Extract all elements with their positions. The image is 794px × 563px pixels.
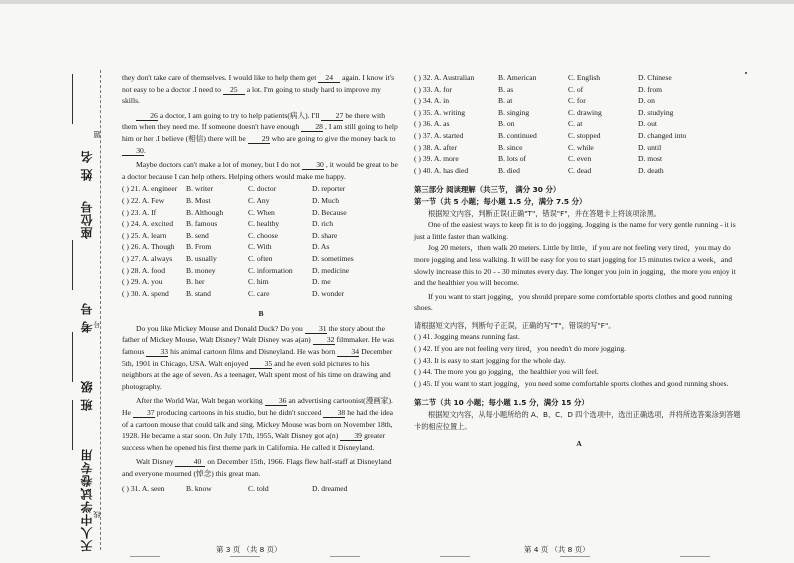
option-row-40: ( ) 40. A. has died B. died C. dead D. death xyxy=(414,165,664,175)
blank-31: 31 xyxy=(305,324,327,334)
option-row-38: ( ) 38. A. after B. since C. while D. until xyxy=(414,142,662,152)
class-blank[interactable] xyxy=(70,400,76,455)
blank-38: 38 xyxy=(323,408,345,418)
option-row-24: ( ) 24. A. excited B. famous C. healthy D. rich xyxy=(122,219,334,229)
blank-30b: 30 xyxy=(302,160,324,170)
passage-a-para-3: Maybe doctors can't make a lot of money, but I do not 30 , it would be great to be a doctor because I can help others. Helping others would make me happy. xyxy=(122,160,398,181)
bottom-rule-6 xyxy=(680,556,710,557)
page-3 xyxy=(122,72,400,494)
scan-speck xyxy=(745,72,747,74)
option-row-31: ( ) 31. A. seen B. know C. told D. dreamed xyxy=(122,483,348,493)
blank-26: 26 xyxy=(136,111,158,121)
option-row-30: ( ) 30. A. spend B. stand C. care D. wonder xyxy=(122,288,345,298)
option-row-34: ( ) 34. A. in B. at C. for D. on xyxy=(414,96,655,106)
option-row-33: ( ) 33. A. for B. as C. of D. from xyxy=(414,84,663,94)
passage-b-para-1: Do you like Mickey Mouse and Donald Duck? Do you 31 the story about the father of Mickey Mouse, Walt Disney? Walt Disney was a(an) 32 filmmaker. He was famous 33 his animal cartoon films and Disneyland. He was born 34 December 5th, 1901 in Chicago, USA. Walt enjoyed 35 and he even sold pictures to his neighbors at the age of seven. As a teenager, Walt spent most of his time on drawing and photography. xyxy=(122,323,395,391)
exam-no-label: 考 号 xyxy=(80,302,94,334)
name-blank[interactable] xyxy=(70,74,76,129)
bottom-rule-3 xyxy=(330,556,360,557)
blank-30a: 30 xyxy=(122,146,144,156)
option-row-21: ( ) 21. A. engineer B. writer C. doctor D. reporter xyxy=(122,184,346,194)
bottom-rule-5 xyxy=(560,556,590,557)
blank-36: 36 xyxy=(265,396,287,406)
binding-tick-2: 号 xyxy=(93,320,101,328)
seat-blank[interactable] xyxy=(70,240,76,295)
scan-edge xyxy=(0,0,794,4)
tf-45: ( ) 45. If you want to start jogging，you need some comfortable sports clothes and good running shoes. xyxy=(414,378,729,388)
option-row-26: ( ) 26. A. Though B. From C. With D. As xyxy=(122,242,330,252)
blank-29: 29 xyxy=(248,134,270,144)
options-21-30 xyxy=(122,183,400,299)
option-row-27: ( ) 27. A. always B. usually C. often D. sometimes xyxy=(122,253,354,263)
class-label: 班 级 xyxy=(80,380,94,412)
option-row-35: ( ) 35. A. writing B. singing C. drawing D. studying xyxy=(414,107,674,117)
name-label: 姓 名 xyxy=(80,150,94,182)
tf-43: ( ) 43. It is easy to start jogging for the whole day. xyxy=(414,355,566,365)
section-2-instructions: 根据短文内容，从每小题所给的 A、B、C、D 四个选项中，选出正确选项，并将所选答案涂到答题卡的相应位置上。 xyxy=(414,410,741,431)
passage-b-para-3: Walt Disney 40 on December 15th, 1966. Flags flew half-staff at Disneyland and everyone mourned (悼念) this great man. xyxy=(122,457,392,478)
blank-34: 34 xyxy=(337,347,359,357)
option-row-23: ( ) 23. A. If B. Although C. When D. Because xyxy=(122,207,347,217)
blank-25: 25 xyxy=(223,85,245,95)
option-row-29: ( ) 29. A. you B. her C. him D. me xyxy=(122,277,331,287)
blank-24: 24 xyxy=(318,73,340,83)
part-3-title: 第三部分 阅读理解（共三节， 满分 30 分） xyxy=(414,185,561,195)
option-row-25: ( ) 25. A. learn B. send C. choose D. share xyxy=(122,230,338,240)
passage-b-heading: B xyxy=(258,309,264,319)
option-row-32: ( ) 32. A. Australian B. American C. English D. Chinese xyxy=(414,73,672,82)
reading-para-2: Jog 20 meters，then walk 20 meters. Little by little，if you are not feeling very tired，you may do more jogging and less walking. It will be easy for you to start jogging for 15 minutes twice a week，and slowly increase this to 20 - - 30 minutes every day. The longer you join in jogging，the more you enjoy it and the healthier you will become. xyxy=(414,243,736,288)
binding-tick-3: 线 xyxy=(93,510,101,518)
bottom-rule-4 xyxy=(440,556,470,557)
blank-39: 39 xyxy=(340,431,362,441)
binding-strip xyxy=(56,70,114,550)
bottom-rule-2 xyxy=(230,556,260,557)
options-32-40 xyxy=(414,72,744,176)
bottom-rule-1 xyxy=(130,556,160,557)
page-4 xyxy=(414,72,744,453)
section-1-instructions: 根据短文内容，判断正误(正确"T"，错误"F"，并在答题卡上将该项涂黑。 xyxy=(428,208,661,218)
passage-b-para-2: After the World War, Walt began working 36 an advertising cartoonist(漫画家). He 37 producing cartoons in his studio, but he didn't succeed 38 he had the idea of a cartoon mouse that could talk and sing. Mickey Mouse was born on November 18th, 1928. He became a star soon. On July 17th, 1955, Walt Disney got a(n) 39 greater success when he opened his first theme park in California. He called it Disneyland. xyxy=(122,396,394,452)
blank-28: 28 xyxy=(301,122,323,132)
passage-a-para-1: they don't take care of themselves. I would like to help them get 24 again. I know it's not easy to be a doctor .I need to 25 a lot. I'm going to study hard to improve my skills. xyxy=(122,73,395,106)
tf-44: ( ) 44. The more you go jogging，the healthier you will feel. xyxy=(414,367,599,377)
passage-a-heading: A xyxy=(576,439,582,449)
exam-no-blank[interactable] xyxy=(70,332,76,387)
tf-42: ( ) 42. If you are not feeling very tired，you needn't do more jogging. xyxy=(414,344,627,354)
option-row-37: ( ) 37. A. started B. continued C. stopped D. changed into xyxy=(414,130,687,140)
option-row-36: ( ) 36. A. as B. on C. at D. out xyxy=(414,119,657,129)
tf-41: ( ) 41. Jogging means running fast. xyxy=(414,332,520,342)
option-row-28: ( ) 28. A. food B. money C. information D. medicine xyxy=(122,265,350,275)
blank-27: 27 xyxy=(321,111,343,121)
option-row-22: ( ) 22. A. Few B. Most C. Any D. Much xyxy=(122,195,339,205)
blank-33: 33 xyxy=(146,347,168,357)
blank-40: 40 xyxy=(175,457,205,467)
reading-para-1: One of the easiest ways to keep fit is to do jogging. Jogging is the name for very gentle running - it is just a little faster than walking. xyxy=(414,220,736,241)
seat-label: 座位号 xyxy=(80,200,94,239)
blank-35: 35 xyxy=(250,359,272,369)
binding-dashed-line xyxy=(100,70,102,550)
section-1-title: 第一节（共 5 小题；每小题 1.5 分，满分 7.5 分） xyxy=(414,196,587,206)
option-row-39: ( ) 39. A. more B. lots of C. even D. most xyxy=(414,154,663,164)
blank-37: 37 xyxy=(133,408,155,418)
tf-instructions: 请根据短文内容，判断句子正误，正确的写"T"，错误的写"F"。 xyxy=(414,320,616,330)
page-3-footer: 第 3 页 （共 8 页） xyxy=(216,545,282,554)
page-4-footer: 第 4 页 （共 8 页） xyxy=(524,545,590,554)
passage-a-para-2: 26 a doctor, I am going to try to help patients(病人). I'll 27 be there with them when they need me. If someone doesn't have enough 28 , I am still going to help him or her .I believe (相信) there will be 29 who are going to give the money back to 30. xyxy=(122,110,398,155)
blank-32: 32 xyxy=(313,335,335,345)
school-label: 天人中学试卷专用 xyxy=(80,448,94,552)
binding-tick-1: 题 xyxy=(93,130,101,138)
reading-para-3: If you want to start jogging，you should prepare some comfortable sports clothes and good running shoes. xyxy=(414,291,733,313)
section-2-title: 第二节（共 10 小题；每小题 1.5 分，满分 15 分） xyxy=(414,398,589,408)
